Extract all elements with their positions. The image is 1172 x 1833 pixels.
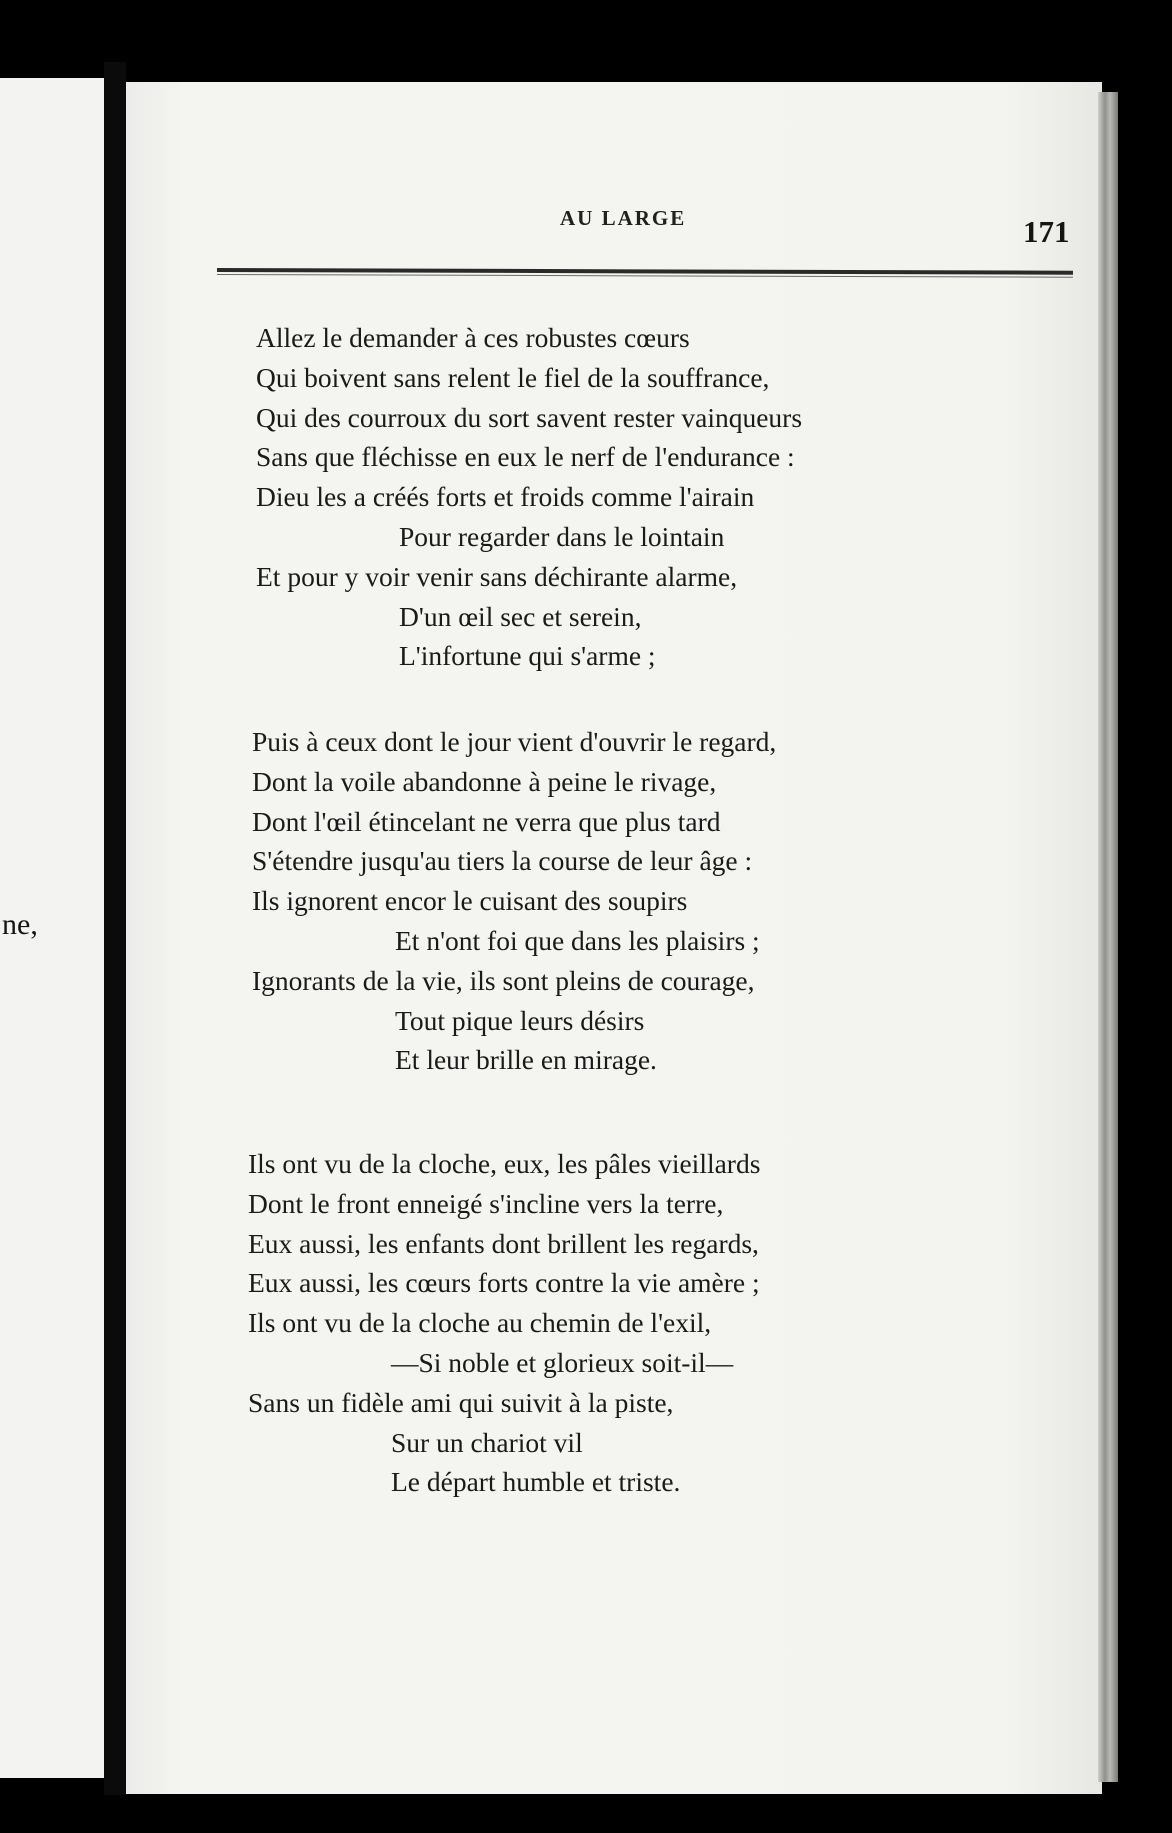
verse-line: Dieu les a créés forts et froids comme l'airain [256,481,755,513]
verse-line: Ils ont vu de la cloche au chemin de l'exil, [248,1307,712,1339]
verse-line: Sans un fidèle ami qui suivit à la piste, [248,1386,674,1418]
verse-line: Eux aussi, les enfants dont brillent les regards, [248,1227,759,1259]
verse-line: Sans que fléchisse en eux le nerf de l'endurance : [256,441,795,473]
verse-line: Dont le front enneigé s'incline vers la terre, [248,1187,724,1219]
verse-line: Ils ont vu de la cloche, eux, les pâles vieillards [248,1148,761,1179]
verse-line: Dont la voile abandonne à peine le rivage, [252,765,717,797]
verse-line: Pour regarder dans le lointain [399,520,725,552]
verse-line: Allez le demander à ces robustes cœurs [256,322,690,353]
verse-line: Et n'ont foi que dans les plaisirs ; [395,924,760,956]
stanza-3 [248,1144,760,1502]
verse-line: Sur un chariot vil [391,1426,583,1458]
verse-line: Ignorants de la vie, ils sont pleins de courage, [252,964,755,996]
book-gutter [104,62,126,1795]
page-number: 171 [1023,214,1070,249]
verse-line: Eux aussi, les cœurs forts contre la vie amère ; [248,1267,760,1299]
verse-line: Dont l'œil étincelant ne verra que plus tard [252,805,721,837]
left-page-fragment: ne, [2,908,38,941]
stanza-1 [256,318,802,676]
verse-line: —Si noble et glorieux soit-il— [391,1346,734,1378]
verse-line: Qui des courroux du sort savent rester vainqueurs [256,401,803,433]
verse-line: D'un œil sec et serein, [399,600,642,632]
verse-line: L'infortune qui s'arme ; [399,640,656,672]
verse-line: S'étendre jusqu'au tiers la course de leur âge : [252,845,753,877]
verse-line: Ils ignorent encor le cuisant des soupirs [252,885,688,917]
verse-line: Et pour y voir venir sans déchirante alarme, [256,560,738,592]
verse-line: Le départ humble et triste. [391,1466,681,1498]
verse-line: Tout pique leurs désirs [395,1004,645,1036]
verse-line: Qui boivent sans relent le fiel de la souffrance, [256,361,770,393]
page-edge-shadow [1098,92,1118,1782]
verse-line: Et leur brille en mirage. [395,1044,657,1076]
running-head: AU LARGE [560,206,687,230]
left-page-edge [0,78,104,1778]
verse-line: Puis à ceux dont le jour vient d'ouvrir le regard, [252,726,777,757]
stanza-2 [252,722,776,1080]
